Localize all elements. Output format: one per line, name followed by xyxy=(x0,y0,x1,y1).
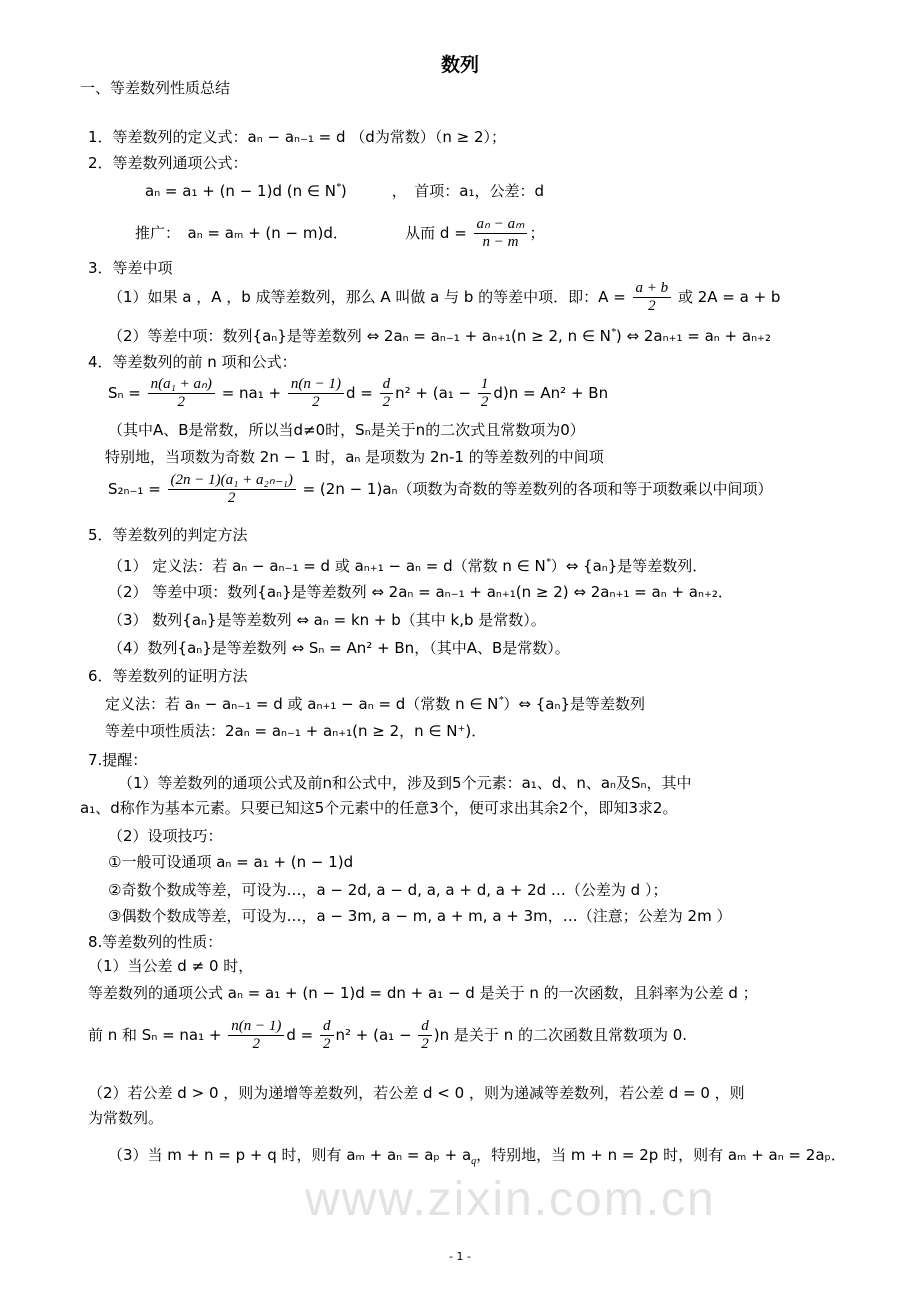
text-segment: n² + (a₁ − xyxy=(335,1026,417,1044)
text-segment: 5．等差数列的判定方法 xyxy=(88,526,248,544)
numerator: a + b xyxy=(633,280,672,298)
text-segment: )n 是关于 n 的二次函数且常数项为 0. xyxy=(433,1026,688,1044)
subscript: q xyxy=(471,1156,477,1167)
text-line xyxy=(105,691,645,714)
text-line xyxy=(88,153,248,173)
text-segment: 定义法：若 aₙ − aₙ₋₁ = d 或 aₙ₊₁ − aₙ = d（常数 n ∈ N xyxy=(105,695,499,713)
text-segment: （1）等差数列的通项公式及前n和公式中，涉及到5个元素：a₁、d、n、aₙ及Sₙ，其中 xyxy=(118,774,692,792)
text-segment: 2．等差数列通项公式： xyxy=(88,154,248,172)
text-segment: ）⇔ {aₙ}是等差数列 xyxy=(503,695,645,713)
text-segment: 3．等差中项 xyxy=(88,259,173,277)
text-segment: 为常数列。 xyxy=(88,1109,164,1127)
text-line xyxy=(88,1083,745,1103)
denominator: 2 xyxy=(227,490,236,506)
text-segment: ①一般可设通项 aₙ = a₁ + (n − 1)d xyxy=(108,853,354,871)
fraction xyxy=(288,376,344,411)
text-segment: 等差中项性质法：2aₙ = aₙ₋₁ + aₙ₊₁(n ≥ 2，n ∈ N⁺)． xyxy=(105,722,487,740)
watermark: www.zixin.com.cn xyxy=(305,1173,716,1226)
text-line xyxy=(135,216,545,251)
page-title: 数列 xyxy=(440,54,479,76)
text-line xyxy=(108,826,223,846)
denominator: 2 xyxy=(648,298,656,314)
text-line xyxy=(108,472,773,507)
numerator: d xyxy=(418,1018,432,1036)
text-segment: 特别地，当项数为奇数 2n − 1 时，aₙ 是项数为 2n-1 的等差数列的中间项 xyxy=(105,448,604,466)
denominator: 2 xyxy=(252,1036,261,1052)
text-line xyxy=(88,525,248,545)
text-segment: 等差数列的通项公式 aₙ = a₁ + (n − 1)d = dn + a₁ − d 是关于 n 的一次函数，且斜率为公差 d ； xyxy=(88,984,758,1002)
text-line xyxy=(108,582,733,602)
text-line xyxy=(108,852,353,872)
text-line xyxy=(88,1018,687,1053)
text-line xyxy=(88,932,222,952)
text-line xyxy=(145,178,544,201)
numerator: aₙ − aₘ xyxy=(474,216,528,234)
text-segment: （3） 数列{aₙ}是等差数列 ⇔ aₙ = kn + b（其中 k,b 是常数）。 xyxy=(108,611,546,629)
text-segment: ③偶数个数成等差，可设为…，a − 3m, a − m, a + m, a + 3m，…（注意；公差为 2m ） xyxy=(108,907,732,925)
denominator: n − m xyxy=(482,234,519,250)
superscript: * xyxy=(610,327,616,338)
text-line xyxy=(88,127,506,147)
text-segment: ) ， 首项：a₁，公差：d xyxy=(340,182,545,200)
denominator: 2 xyxy=(323,1036,331,1052)
text-line xyxy=(88,352,297,372)
fraction xyxy=(320,1018,334,1053)
denominator: 2 xyxy=(421,1036,429,1052)
text-line xyxy=(108,280,780,315)
text-segment: 6．等差数列的证明方法 xyxy=(88,667,248,685)
numerator: d xyxy=(320,1018,334,1036)
fraction xyxy=(148,376,215,411)
numerator: n(n − 1) xyxy=(288,376,344,394)
text-line xyxy=(108,880,667,900)
fraction xyxy=(228,1018,284,1053)
numerator: n(a₁ + aₙ) xyxy=(148,376,215,394)
text-line xyxy=(108,1145,846,1172)
text-segment: 4．等差数列的前 n 项和公式： xyxy=(88,353,297,371)
text-segment: aₙ = a₁ + (n − 1)d (n ∈ N xyxy=(145,182,336,200)
text-segment: 前 n 和 Sₙ = na₁ + xyxy=(88,1026,227,1044)
text-line xyxy=(88,258,173,278)
fraction xyxy=(168,472,296,507)
text-segment: （3）当 m + n = p + q 时，则有 aₘ + aₙ = aₚ + a xyxy=(108,1146,472,1164)
numerator: n(n − 1) xyxy=(228,1018,284,1036)
text-line xyxy=(108,906,731,926)
text-segment: ) ⇔ 2aₙ₊₁ = aₙ + aₙ₊₂ xyxy=(615,327,771,345)
superscript: * xyxy=(545,557,551,568)
text-segment: 或 2A = a + b xyxy=(673,288,781,306)
numerator: 1 xyxy=(478,376,492,394)
text-segment: d = xyxy=(345,384,378,402)
text-segment: ）⇔ {aₙ}是等差数列． xyxy=(550,557,708,575)
text-line xyxy=(108,638,570,658)
text-segment: （1）如果 a ，A ，b 成等差数列，那么 A 叫做 a 与 b 的等差中项．即：A = xyxy=(108,288,631,306)
text-segment: d)n = An² + Bn xyxy=(493,384,609,402)
text-line xyxy=(105,721,486,741)
text-line xyxy=(108,610,546,630)
text-segment: 8.等差数列的性质： xyxy=(88,933,223,951)
text-segment: d = xyxy=(286,1026,318,1044)
text-segment: n² + (a₁ − xyxy=(395,384,476,402)
fraction xyxy=(633,280,672,315)
text-segment: = na₁ + xyxy=(216,384,286,402)
denominator: 2 xyxy=(177,394,186,410)
text-line xyxy=(80,78,230,98)
text-segment: （2）若公差 d > 0 ，则为递增等差数列，若公差 d < 0 ，则为递减等差数列，若公差 d = 0 ，则 xyxy=(88,1084,745,1102)
text-segment: = (2n − 1)aₙ（项数为奇数的等差数列的各项和等于项数乘以中间项） xyxy=(297,480,773,498)
text-line xyxy=(118,773,692,793)
text-line xyxy=(108,376,608,411)
text-segment: （2）等差中项：数列{aₙ}是等差数列 ⇔ 2aₙ = aₙ₋₁ + aₙ₊₁(n ≥ 2, n ∈ N xyxy=(108,327,611,345)
numerator: d xyxy=(380,376,394,394)
fraction xyxy=(478,376,492,411)
text-segment: 1．等差数列的定义式：aₙ − aₙ₋₁ = d （d为常数）（n ≥ 2）； xyxy=(88,128,506,146)
text-segment: （4）数列{aₙ}是等差数列 ⇔ Sₙ = An² + Bn，（其中A、B是常数）。 xyxy=(108,639,570,657)
superscript: * xyxy=(498,695,504,706)
text-segment: ，特别地，当 m + n = 2p 时，则有 aₘ + aₙ = 2aₚ． xyxy=(476,1146,846,1164)
text-segment: （1）当公差 d ≠ 0 时， xyxy=(88,957,254,975)
text-line xyxy=(88,750,147,770)
text-segment: S₂ₙ₋₁ = xyxy=(108,480,166,498)
text-line xyxy=(88,983,758,1003)
text-line xyxy=(105,447,604,467)
text-line xyxy=(108,420,585,440)
text-line xyxy=(88,1108,163,1128)
text-segment: 一、等差数列性质总结 xyxy=(80,79,231,97)
text-segment: ； xyxy=(529,224,545,242)
text-line xyxy=(108,323,771,346)
text-segment: （2）设项技巧： xyxy=(108,827,223,845)
text-segment: 7.提醒： xyxy=(88,751,148,769)
text-segment: 推广： aₙ = aₘ + (n − m)d． 从而 d = xyxy=(135,224,472,242)
text-segment: （其中A、B是常数，所以当d≠0时，Sₙ是关于n的二次式且常数项为0） xyxy=(108,421,585,439)
text-segment: a₁、d称作为基本元素。只要已知这5个元素中的任意3个，便可求出其余2个，即知3求2。 xyxy=(80,799,678,817)
superscript: * xyxy=(335,182,341,193)
text-line xyxy=(88,666,248,686)
denominator: 2 xyxy=(312,394,320,410)
text-line xyxy=(88,956,253,976)
page-number: - 1 - xyxy=(449,1250,471,1263)
fraction xyxy=(474,216,528,251)
fraction xyxy=(418,1018,432,1053)
text-line xyxy=(80,798,677,818)
denominator: 2 xyxy=(480,394,489,410)
numerator: (2n − 1)(a₁ + a₂ₙ₋₁) xyxy=(168,472,296,490)
text-segment: Sₙ = xyxy=(108,384,146,402)
text-segment: （2） 等差中项：数列{aₙ}是等差数列 ⇔ 2aₙ = aₙ₋₁ + aₙ₊₁(n ≥ 2) ⇔ 2aₙ₊₁ = aₙ + aₙ₊₂． xyxy=(108,583,733,601)
text-line xyxy=(108,553,707,576)
text-segment: ②奇数个数成等差，可设为…，a − 2d, a − d, a, a + d, a + 2d …（公差为 d ）； xyxy=(108,881,668,899)
fraction xyxy=(380,376,394,411)
denominator: 2 xyxy=(382,394,391,410)
text-segment: （1） 定义法：若 aₙ − aₙ₋₁ = d 或 aₙ₊₁ − aₙ = d（常数 n ∈ N xyxy=(108,557,546,575)
